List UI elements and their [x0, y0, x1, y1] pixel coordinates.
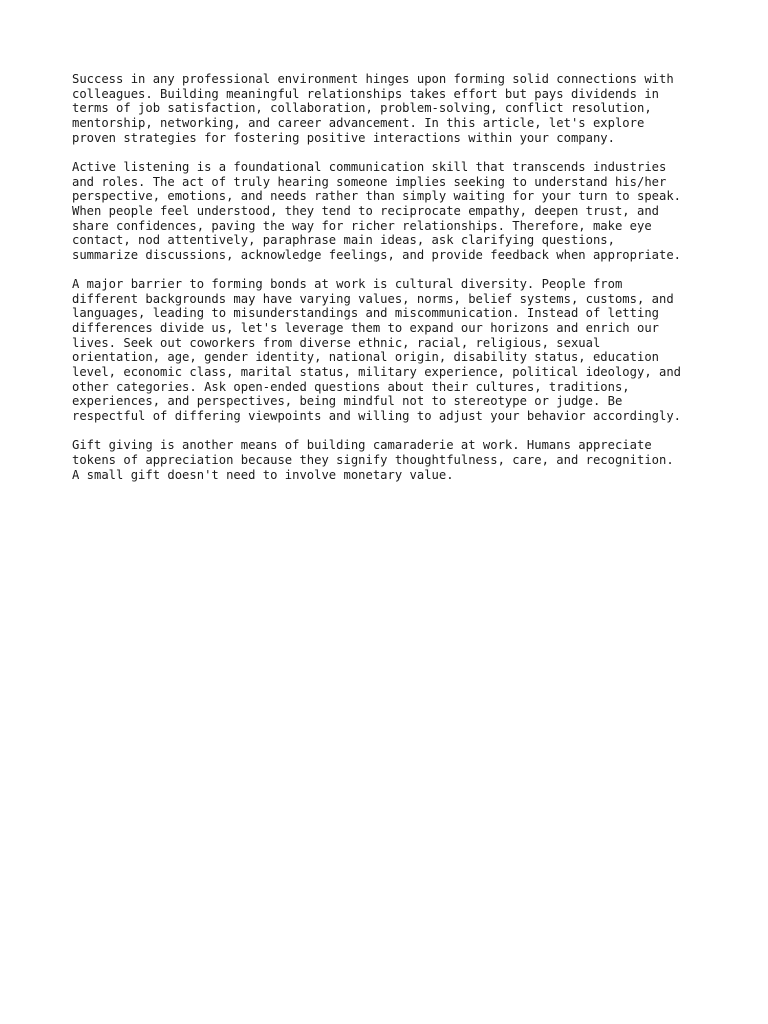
document-body [72, 72, 712, 497]
paragraph-cultural-diversity: A major barrier to forming bonds at work is cultural diversity. People from different backgrounds may have varying values, norms, belief systems, customs, and languages, leading to misunderstandings and miscommunication. Instead of letting differences divide us, let's leverage them to expand our horizons and enrich our lives. Seek out coworkers from diverse ethnic, racial, religious, sexual orientation, age, gender identity, national origin, disability status, education level, economic class, marital status, military experience, political ideology, and other categories. Ask open-ended questions about their cultures, traditions, experiences, and perspectives, being mindful not to stereotype or judge. Be respectful of differing viewpoints and willing to adjust your behavior accordingly. [72, 277, 682, 423]
paragraph-gift-giving: Gift giving is another means of building camaraderie at work. Humans appreciate tokens of appreciation because they signify thoughtfulness, care, and recognition. A small gift doesn't need to involve monetary value. [72, 438, 674, 482]
paragraph-intro: Success in any professional environment hinges upon forming solid connections with colleagues. Building meaningful relationships takes effort but pays dividends in terms of job satisfaction, collaboration, problem-solving, conflict resolution, mentorship, networking, and career advancement. In this article, let's explore proven strategies for fostering positive interactions within your company. [72, 72, 674, 145]
paragraph-active-listening: Active listening is a foundational communication skill that transcends industries and roles. The act of truly hearing someone implies seeking to understand his/her perspective, emotions, and needs rather than simply waiting for your turn to speak. When people feel understood, they tend to reciprocate empathy, deepen trust, and share confidences, paving the way for richer relationships. Therefore, make eye contact, nod attentively, paraphrase main ideas, ask clarifying questions, summarize discussions, acknowledge feelings, and provide feedback when appropriate. [72, 159, 682, 262]
